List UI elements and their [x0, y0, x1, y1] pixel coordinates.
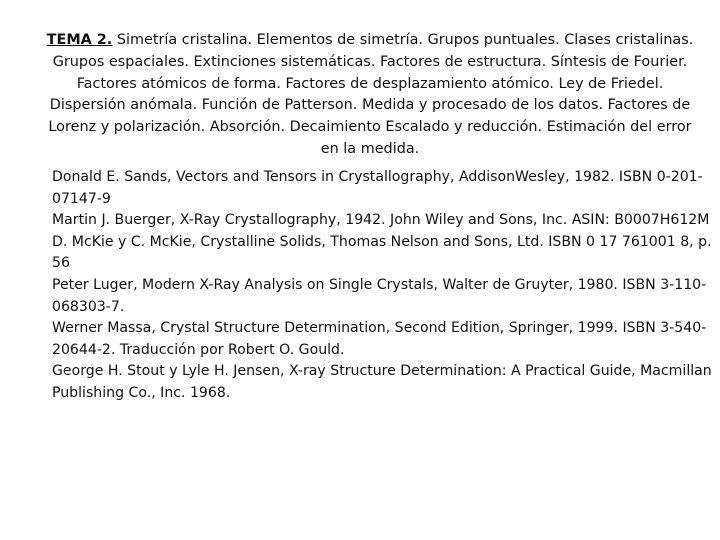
topic-paragraph [40, 30, 700, 161]
reference-item: George H. Stout y Lyle H. Jensen, X-ray Structure Determination: A Practical Guide, Macmillan Publishing Co., Inc. 1968. [52, 363, 712, 401]
reference-item: Werner Massa, Crystal Structure Determination, Second Edition, Springer, 1999. ISBN 3-540-20644-2. Traducción por Robert O. Gould. [52, 320, 707, 358]
reference-item: D. McKie y C. McKie, Crystalline Solids, Thomas Nelson and Sons, Ltd. ISBN 0 17 761001 8, p. 56 [52, 233, 712, 272]
reference-item: Donald E. Sands, Vectors and Tensors in Crystallography, AddisonWesley, 1982. ISBN 0-201-07147-9 [52, 169, 703, 207]
reference-list [52, 167, 717, 405]
reference-item: Peter Luger, Modern X-Ray Analysis on Single Crystals, Walter de Gruyter, 1980. ISBN 3-110-068303-7. [52, 276, 707, 315]
reference-item: Martin J. Buerger, X-Ray Crystallography, 1942. John Wiley and Sons, Inc. ASIN: B0007H612M [52, 212, 710, 229]
topic-label: TEMA 2. [46, 32, 113, 48]
topic-description: Simetría cristalina. Elementos de simetría. Grupos puntuales. Clases cristalinas. Grupos espaciales. Extinciones sistemáticas. Factores de estructura. Síntesis de Fourier. Factores atómicos de forma. Factores de desplazamiento atómico. Ley de Friedel. Dispersión anómala. Función de Patterson. Medida y procesado de los datos. Factores de Lorenz y polarización. Absorción. Decaimiento Escalado y reducción. Estimación del error en la medida. [48, 32, 694, 157]
